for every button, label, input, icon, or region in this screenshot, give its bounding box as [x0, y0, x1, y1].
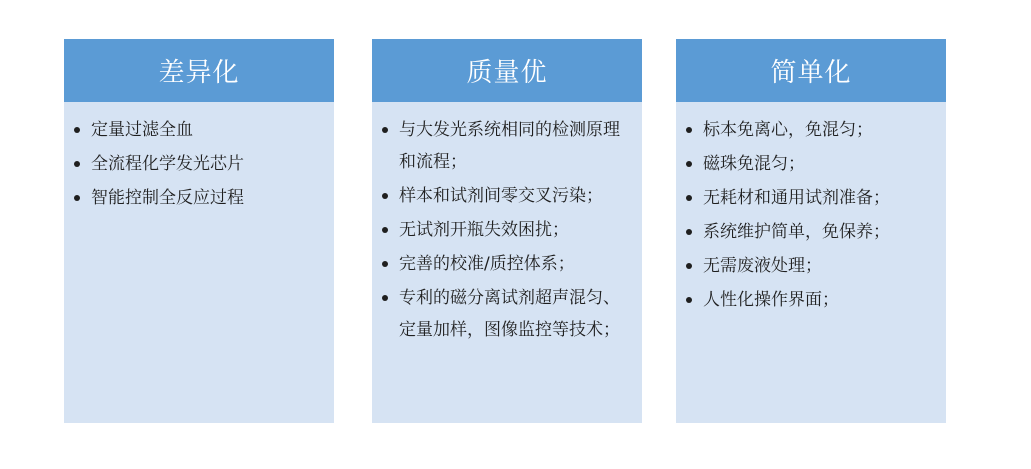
list-item	[686, 284, 936, 316]
list-item	[686, 216, 936, 248]
card-quality	[372, 39, 642, 423]
list-item	[382, 282, 632, 346]
card-body	[372, 102, 642, 346]
list-item	[686, 114, 936, 146]
bullet-icon	[686, 195, 692, 201]
bullet-icon	[382, 227, 388, 233]
list-item-text: 无试剂开瓶失效困扰；	[399, 220, 569, 240]
bullet-list	[382, 114, 632, 346]
list-item	[74, 114, 320, 146]
card-title: 质量优	[372, 39, 642, 102]
bullet-icon	[686, 297, 692, 303]
card-body	[676, 102, 946, 316]
list-item-text: 标本免离心，免混匀；	[703, 120, 873, 140]
list-item-text: 与大发光系统相同的检测原理和流程；	[399, 120, 620, 172]
list-item-text: 无耗材和通用试剂准备；	[703, 188, 890, 208]
list-item	[382, 114, 632, 178]
list-item	[686, 250, 936, 282]
list-item	[382, 180, 632, 212]
card-differentiation	[64, 39, 334, 423]
bullet-icon	[686, 263, 692, 269]
list-item	[74, 148, 320, 180]
card-simplicity	[676, 39, 946, 423]
list-item-text: 专利的磁分离试剂超声混匀、定量加样，图像监控等技术；	[399, 288, 620, 340]
list-item	[382, 214, 632, 246]
card-title: 简单化	[676, 39, 946, 102]
bullet-icon	[382, 193, 388, 199]
list-item	[686, 148, 936, 180]
list-item	[686, 182, 936, 214]
bullet-icon	[382, 295, 388, 301]
bullet-icon	[686, 161, 692, 167]
bullet-icon	[74, 161, 80, 167]
list-item-text: 系统维护简单，免保养；	[703, 222, 890, 242]
bullet-icon	[74, 127, 80, 133]
list-item-text: 人性化操作界面；	[703, 290, 839, 310]
list-item-text: 全流程化学发光芯片	[91, 154, 244, 174]
list-item-text: 智能控制全反应过程	[91, 188, 244, 208]
list-item-text: 完善的校准/质控体系；	[399, 254, 575, 274]
bullet-icon	[686, 127, 692, 133]
list-item-text: 定量过滤全血	[91, 120, 193, 140]
card-title: 差异化	[64, 39, 334, 102]
bullet-icon	[74, 195, 80, 201]
list-item	[74, 182, 320, 214]
bullet-list	[686, 114, 936, 316]
list-item	[382, 248, 632, 280]
list-item-text: 无需废液处理；	[703, 256, 822, 276]
bullet-list	[74, 114, 320, 214]
card-body	[64, 102, 334, 214]
bullet-icon	[382, 261, 388, 267]
bullet-icon	[686, 229, 692, 235]
list-item-text: 样本和试剂间零交叉污染；	[399, 186, 603, 206]
list-item-text: 磁珠免混匀；	[703, 154, 805, 174]
bullet-icon	[382, 127, 388, 133]
